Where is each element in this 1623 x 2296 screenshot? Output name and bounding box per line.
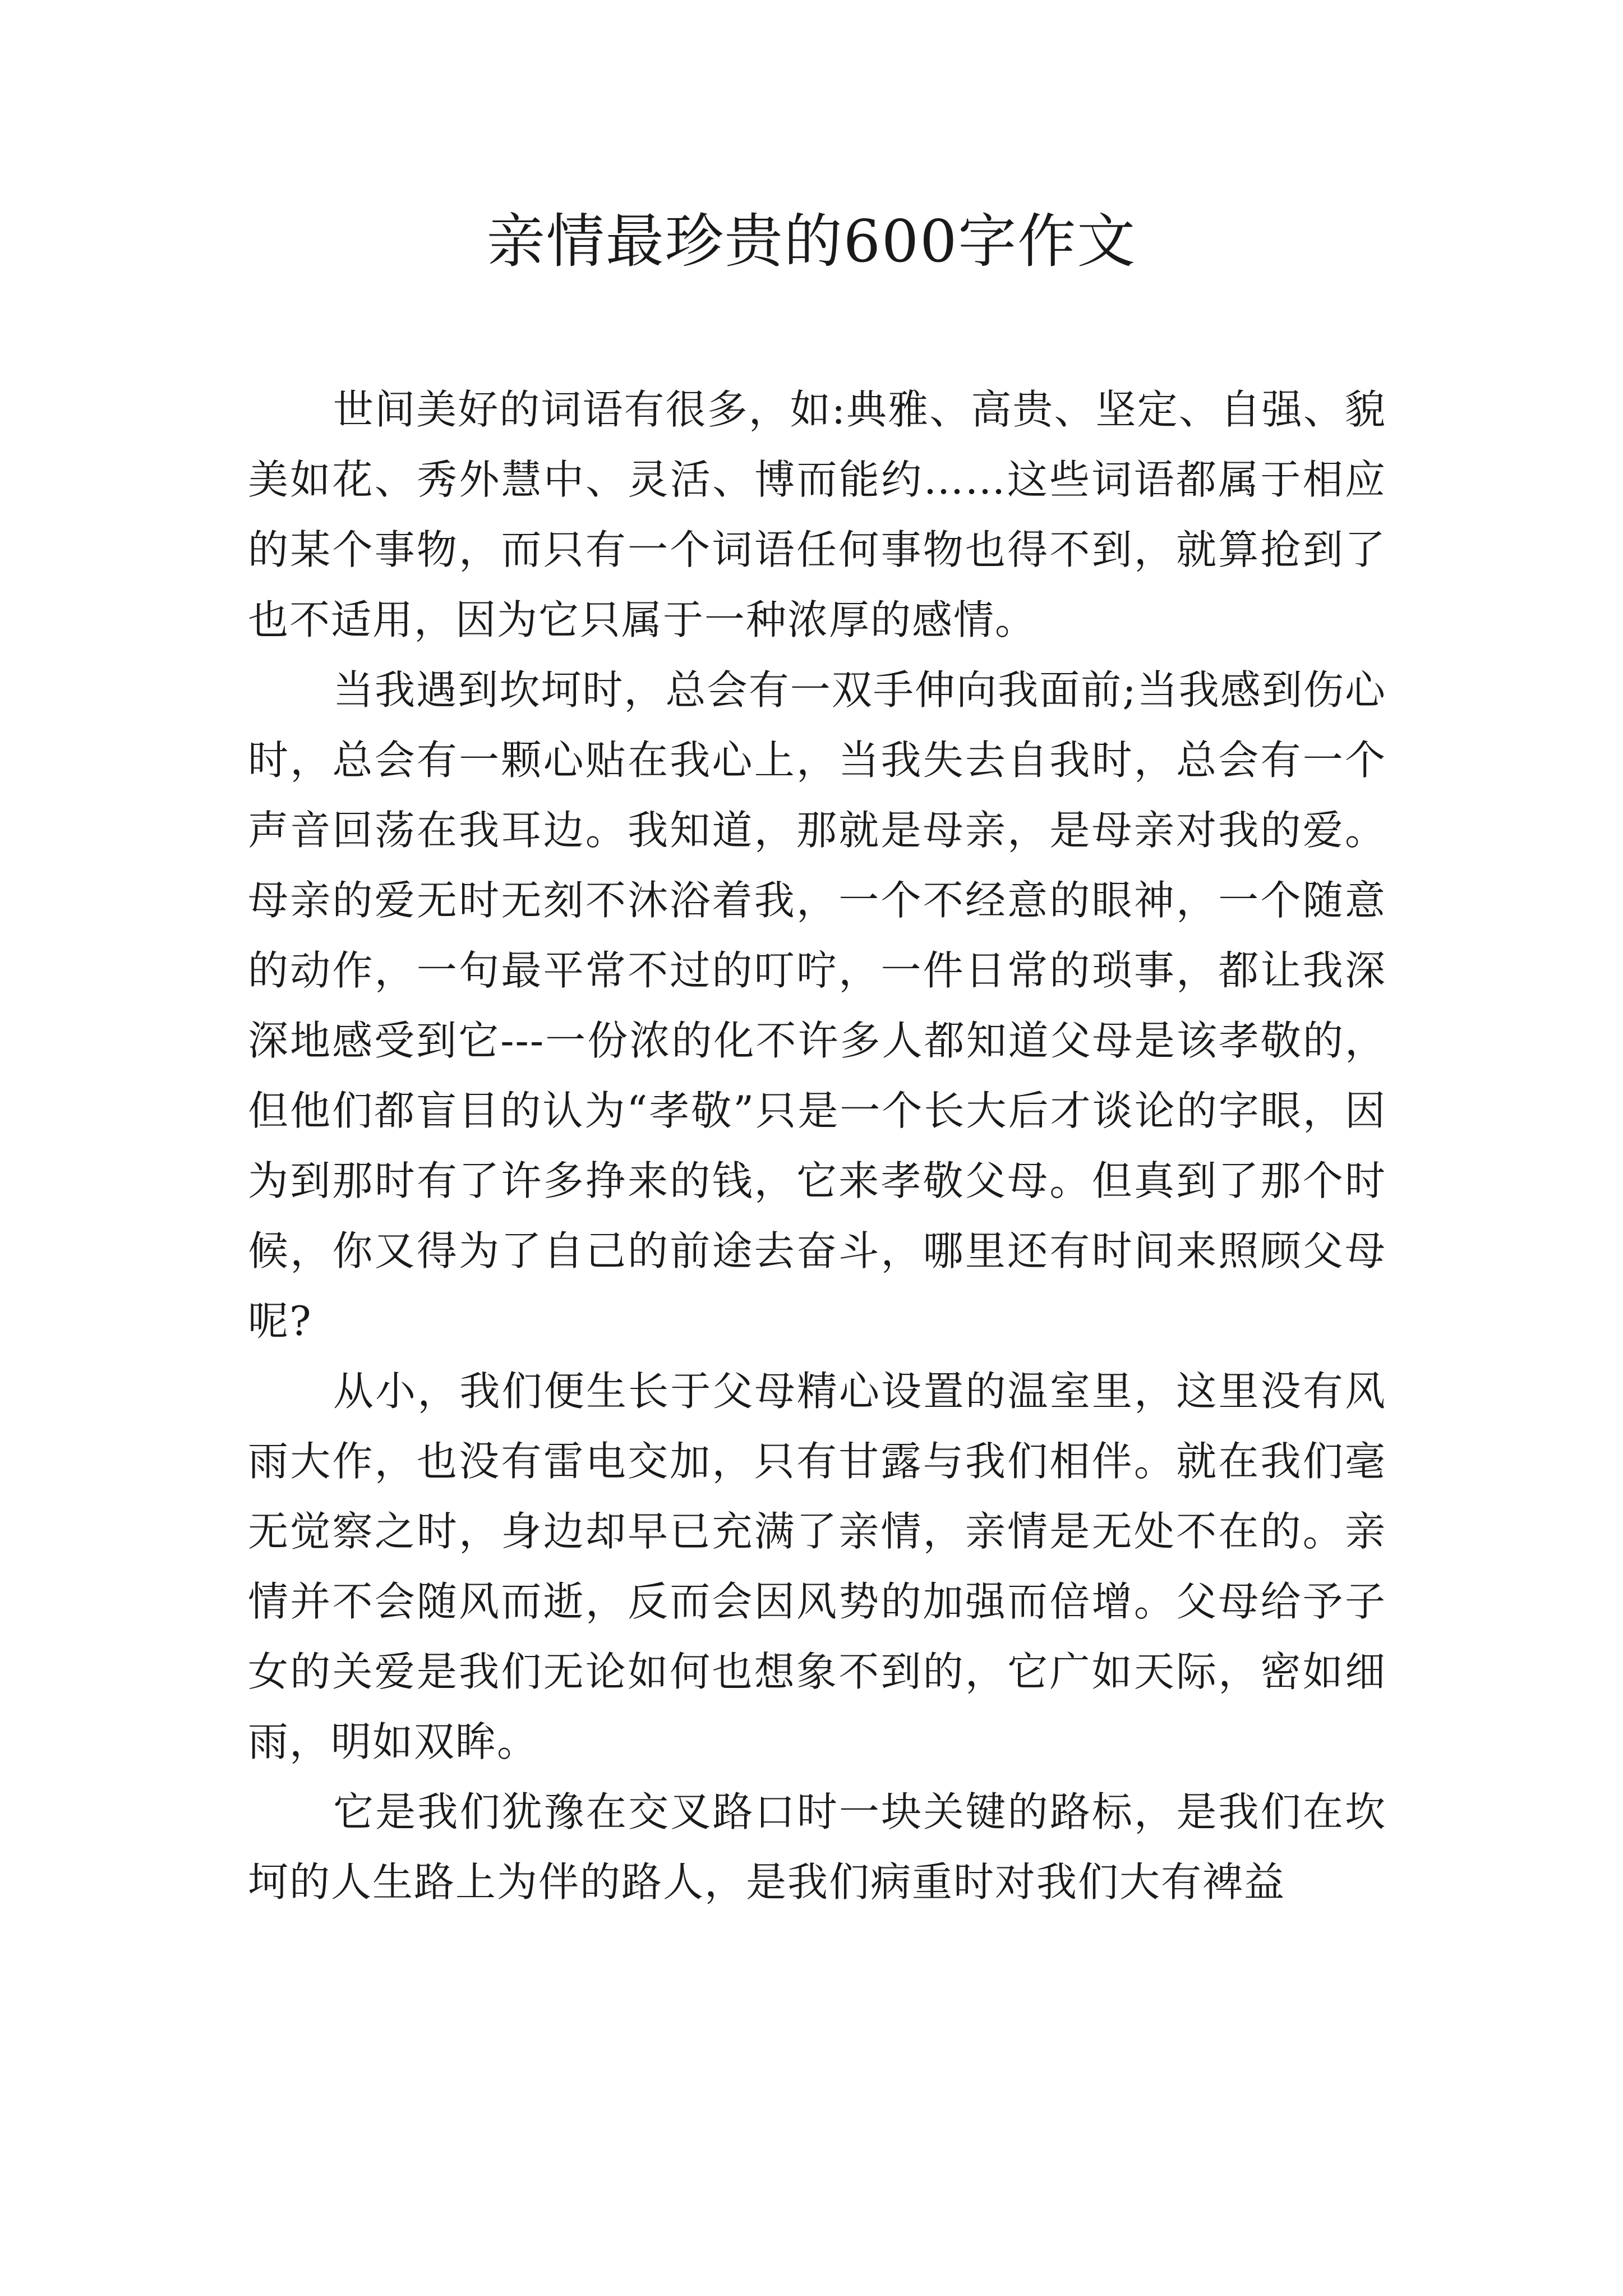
paragraph-3: 从小，我们便生长于父母精心设置的温室里，这里没有风雨大作，也没有雷电交加，只有甘露与我们相伴。就在我们毫无觉察之时，身边却早已充满了亲情，亲情是无处不在的。亲情并不会随风而逝，反而会因风势的加强而倍增。父母给予子女的关爱是我们无论如何也想象不到的，它广如天际，密如细雨，明如双眸。 [248,1368,1386,1765]
paragraph-1: 世间美好的词语有很多，如:典雅、高贵、坚定、自强、貌美如花、秀外慧中、灵活、博而能约……这些词语都属于相应的某个事物，而只有一个词语任何事物也得不到，就算抢到了也不适用，因为它只属于一种浓厚的感情。 [248,386,1386,643]
paragraph-4: 它是我们犹豫在交叉路口时一块关键的路标，是我们在坎坷的人生路上为伴的路人，是我们病重时对我们大有裨益 [248,1788,1386,1906]
document-title: 亲情最珍贵的600字作文 [486,207,1137,275]
document-body [248,375,1386,1917]
paragraph-2: 当我遇到坎坷时，总会有一双手伸向我面前;当我感到伤心时，总会有一颗心贴在我心上，当我失去自我时，总会有一个声音回荡在我耳边。我知道，那就是母亲，是母亲对我的爱。母亲的爱无时无刻不沐浴着我，一个不经意的眼神，一个随意的动作，一句最平常不过的叮咛，一件日常的琐事，都让我深深地感受到它---一份浓的化不许多人都知道父母是该孝敬的，但他们都盲目的认为“孝敬”只是一个长大后才谈论的字眼，因为到那时有了许多挣来的钱，它来孝敬父母。但真到了那个时候，你又得为了自己的前途去奋斗，哪里还有时间来照顾父母呢? [248,666,1386,1345]
